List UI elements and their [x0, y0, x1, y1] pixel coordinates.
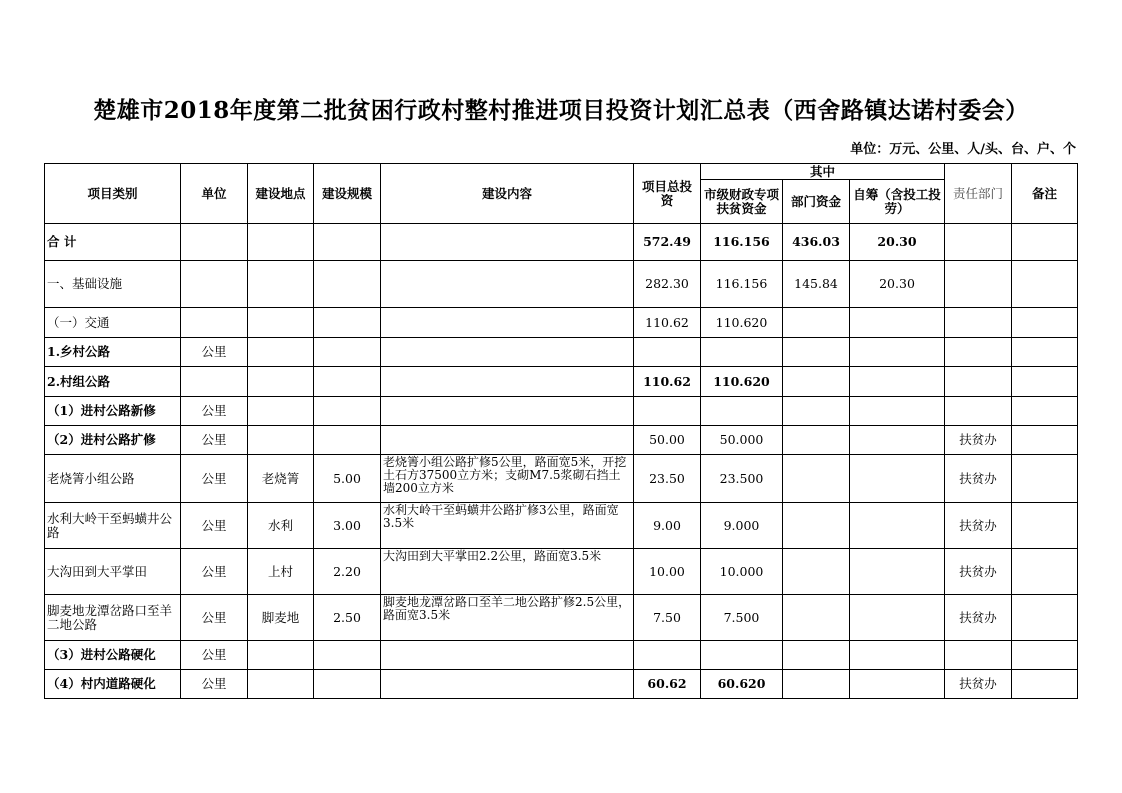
cell-city-fund: 116.156: [701, 224, 783, 261]
cell-content: [381, 261, 634, 308]
cell-scale: [314, 397, 381, 426]
cell-category: （2）进村公路扩修: [45, 426, 181, 455]
cell-dept-fund: 436.03: [783, 224, 850, 261]
cell-category: 大沟田到大平掌田: [45, 549, 181, 595]
cell-dept-fund: [783, 595, 850, 641]
cell-city-fund: 110.620: [701, 308, 783, 338]
cell-remarks: [1012, 397, 1078, 426]
cell-location: [248, 670, 314, 699]
cell-dept-fund: [783, 670, 850, 699]
cell-city-fund: 23.500: [701, 455, 783, 503]
cell-unit: 公里: [181, 455, 248, 503]
cell-dept-fund: 145.84: [783, 261, 850, 308]
cell-dept-responsible: 扶贫办: [945, 503, 1012, 549]
cell-scale: [314, 426, 381, 455]
cell-scale: [314, 338, 381, 367]
cell-location: 脚麦地: [248, 595, 314, 641]
cell-self-raised: [850, 397, 945, 426]
cell-category: （3）进村公路硬化: [45, 641, 181, 670]
cell-unit: 公里: [181, 549, 248, 595]
cell-remarks: [1012, 338, 1078, 367]
table-row: [45, 224, 1078, 261]
cell-self-raised: [850, 367, 945, 397]
cell-scale: [314, 367, 381, 397]
cell-category: 2.村组公路: [45, 367, 181, 397]
cell-remarks: [1012, 455, 1078, 503]
table-row: [45, 549, 1078, 595]
cell-dept-responsible: [945, 338, 1012, 367]
cell-location: [248, 224, 314, 261]
cell-content: 大沟田到大平掌田2.2公里，路面宽3.5米: [381, 549, 634, 595]
cell-city-fund: [701, 397, 783, 426]
cell-remarks: [1012, 261, 1078, 308]
cell-scale: [314, 670, 381, 699]
cell-category: （一）交通: [45, 308, 181, 338]
cell-location: [248, 367, 314, 397]
cell-self-raised: [850, 426, 945, 455]
cell-remarks: [1012, 641, 1078, 670]
cell-scale: 2.50: [314, 595, 381, 641]
cell-location: 水利: [248, 503, 314, 549]
header-scale: 建设规模: [314, 164, 381, 224]
cell-self-raised: [850, 503, 945, 549]
cell-content: [381, 338, 634, 367]
cell-dept-fund: [783, 367, 850, 397]
cell-category: 合 计: [45, 224, 181, 261]
cell-scale: [314, 308, 381, 338]
cell-self-raised: [850, 308, 945, 338]
cell-unit: 公里: [181, 503, 248, 549]
cell-dept-fund: [783, 397, 850, 426]
cell-dept-fund: [783, 549, 850, 595]
cell-unit: [181, 224, 248, 261]
header-total: 项目总投资: [634, 164, 701, 224]
cell-remarks: [1012, 503, 1078, 549]
table-row: [45, 670, 1078, 699]
cell-location: [248, 308, 314, 338]
cell-dept-responsible: [945, 641, 1012, 670]
cell-scale: [314, 641, 381, 670]
cell-remarks: [1012, 595, 1078, 641]
cell-location: 上村: [248, 549, 314, 595]
cell-content: [381, 397, 634, 426]
header-of-which: 其中: [701, 164, 945, 180]
cell-location: [248, 261, 314, 308]
page-title: 楚雄市2018年度第二批贫困行政村整村推进项目投资计划汇总表（西舍路镇达诺村委会）: [93, 97, 1029, 124]
table-row: [45, 503, 1078, 549]
cell-content: [381, 367, 634, 397]
header-unit: 单位: [181, 164, 248, 224]
cell-content: 老烧箐小组公路扩修5公里，路面宽5米，开挖土石方37500立方米；支砌M7.5浆砌石挡土墙200立方米: [381, 455, 634, 503]
cell-dept-responsible: 扶贫办: [945, 455, 1012, 503]
cell-location: 老烧箐: [248, 455, 314, 503]
header-content: 建设内容: [381, 164, 634, 224]
header-dept-fund: 部门资金: [783, 180, 850, 224]
table-row: [45, 426, 1078, 455]
cell-dept-fund: [783, 338, 850, 367]
cell-total: [634, 397, 701, 426]
cell-city-fund: 7.500: [701, 595, 783, 641]
cell-scale: 3.00: [314, 503, 381, 549]
cell-remarks: [1012, 549, 1078, 595]
cell-location: [248, 338, 314, 367]
cell-city-fund: 50.000: [701, 426, 783, 455]
header-location: 建设地点: [248, 164, 314, 224]
cell-content: [381, 308, 634, 338]
cell-remarks: [1012, 367, 1078, 397]
table-row: [45, 338, 1078, 367]
cell-location: [248, 641, 314, 670]
header-city-fund: 市级财政专项扶贫资金: [701, 180, 783, 224]
table-row: [45, 261, 1078, 308]
cell-total: 60.62: [634, 670, 701, 699]
cell-city-fund: [701, 641, 783, 670]
cell-scale: [314, 261, 381, 308]
cell-content: [381, 641, 634, 670]
cell-content: [381, 224, 634, 261]
cell-content: 脚麦地龙潭岔路口至羊二地公路扩修2.5公里，路面宽3.5米: [381, 595, 634, 641]
cell-category: 老烧箐小组公路: [45, 455, 181, 503]
table-row: [45, 367, 1078, 397]
table-body: [45, 224, 1078, 699]
cell-remarks: [1012, 224, 1078, 261]
cell-scale: [314, 224, 381, 261]
cell-category: 一、基础设施: [45, 261, 181, 308]
header-self-raised: 自筹（含投工投劳）: [850, 180, 945, 224]
cell-total: 282.30: [634, 261, 701, 308]
cell-category: （4）村内道路硬化: [45, 670, 181, 699]
cell-dept-responsible: [945, 397, 1012, 426]
cell-scale: 5.00: [314, 455, 381, 503]
cell-city-fund: 60.620: [701, 670, 783, 699]
cell-total: [634, 641, 701, 670]
cell-total: [634, 338, 701, 367]
cell-dept-fund: [783, 641, 850, 670]
cell-total: 23.50: [634, 455, 701, 503]
cell-remarks: [1012, 670, 1078, 699]
cell-location: [248, 397, 314, 426]
cell-unit: 公里: [181, 426, 248, 455]
cell-dept-fund: [783, 426, 850, 455]
header-dept-responsible: 责任部门: [945, 164, 1012, 224]
cell-content: [381, 426, 634, 455]
cell-total: 110.62: [634, 308, 701, 338]
cell-dept-fund: [783, 308, 850, 338]
table-row: [45, 455, 1078, 503]
table-row: [45, 397, 1078, 426]
cell-location: [248, 426, 314, 455]
cell-unit: [181, 308, 248, 338]
cell-city-fund: 110.620: [701, 367, 783, 397]
cell-total: 50.00: [634, 426, 701, 455]
header-category: 项目类别: [45, 164, 181, 224]
cell-self-raised: [850, 455, 945, 503]
cell-self-raised: [850, 670, 945, 699]
cell-remarks: [1012, 426, 1078, 455]
cell-scale: 2.20: [314, 549, 381, 595]
cell-unit: 公里: [181, 397, 248, 426]
cell-dept-responsible: 扶贫办: [945, 549, 1012, 595]
cell-dept-responsible: 扶贫办: [945, 670, 1012, 699]
cell-content: [381, 670, 634, 699]
table-row: [45, 595, 1078, 641]
cell-dept-responsible: [945, 261, 1012, 308]
cell-city-fund: 9.000: [701, 503, 783, 549]
cell-dept-responsible: [945, 308, 1012, 338]
cell-unit: 公里: [181, 641, 248, 670]
cell-dept-responsible: 扶贫办: [945, 595, 1012, 641]
cell-dept-responsible: [945, 224, 1012, 261]
cell-dept-fund: [783, 455, 850, 503]
cell-category: 1.乡村公路: [45, 338, 181, 367]
cell-self-raised: [850, 338, 945, 367]
cell-unit: [181, 367, 248, 397]
cell-total: 9.00: [634, 503, 701, 549]
cell-dept-fund: [783, 503, 850, 549]
cell-unit: [181, 261, 248, 308]
table-row: [45, 308, 1078, 338]
cell-city-fund: [701, 338, 783, 367]
cell-total: 110.62: [634, 367, 701, 397]
cell-category: 水利大岭干至蚂蟥井公路: [45, 503, 181, 549]
table-row: [45, 641, 1078, 670]
cell-self-raised: [850, 595, 945, 641]
cell-city-fund: 116.156: [701, 261, 783, 308]
cell-self-raised: 20.30: [850, 261, 945, 308]
cell-category: （1）进村公路新修: [45, 397, 181, 426]
investment-plan-table: [44, 163, 1078, 699]
cell-dept-responsible: [945, 367, 1012, 397]
cell-total: 10.00: [634, 549, 701, 595]
unit-note: 单位：万元、公里、人/头、台、户、个: [850, 142, 1076, 157]
cell-total: 7.50: [634, 595, 701, 641]
cell-content: 水利大岭干至蚂蟥井公路扩修3公里，路面宽3.5米: [381, 503, 634, 549]
header-remarks: 备注: [1012, 164, 1078, 224]
cell-self-raised: [850, 641, 945, 670]
cell-city-fund: 10.000: [701, 549, 783, 595]
cell-total: 572.49: [634, 224, 701, 261]
cell-unit: 公里: [181, 338, 248, 367]
cell-unit: 公里: [181, 595, 248, 641]
cell-unit: 公里: [181, 670, 248, 699]
cell-dept-responsible: 扶贫办: [945, 426, 1012, 455]
cell-category: 脚麦地龙潭岔路口至羊二地公路: [45, 595, 181, 641]
cell-self-raised: [850, 549, 945, 595]
cell-remarks: [1012, 308, 1078, 338]
cell-self-raised: 20.30: [850, 224, 945, 261]
